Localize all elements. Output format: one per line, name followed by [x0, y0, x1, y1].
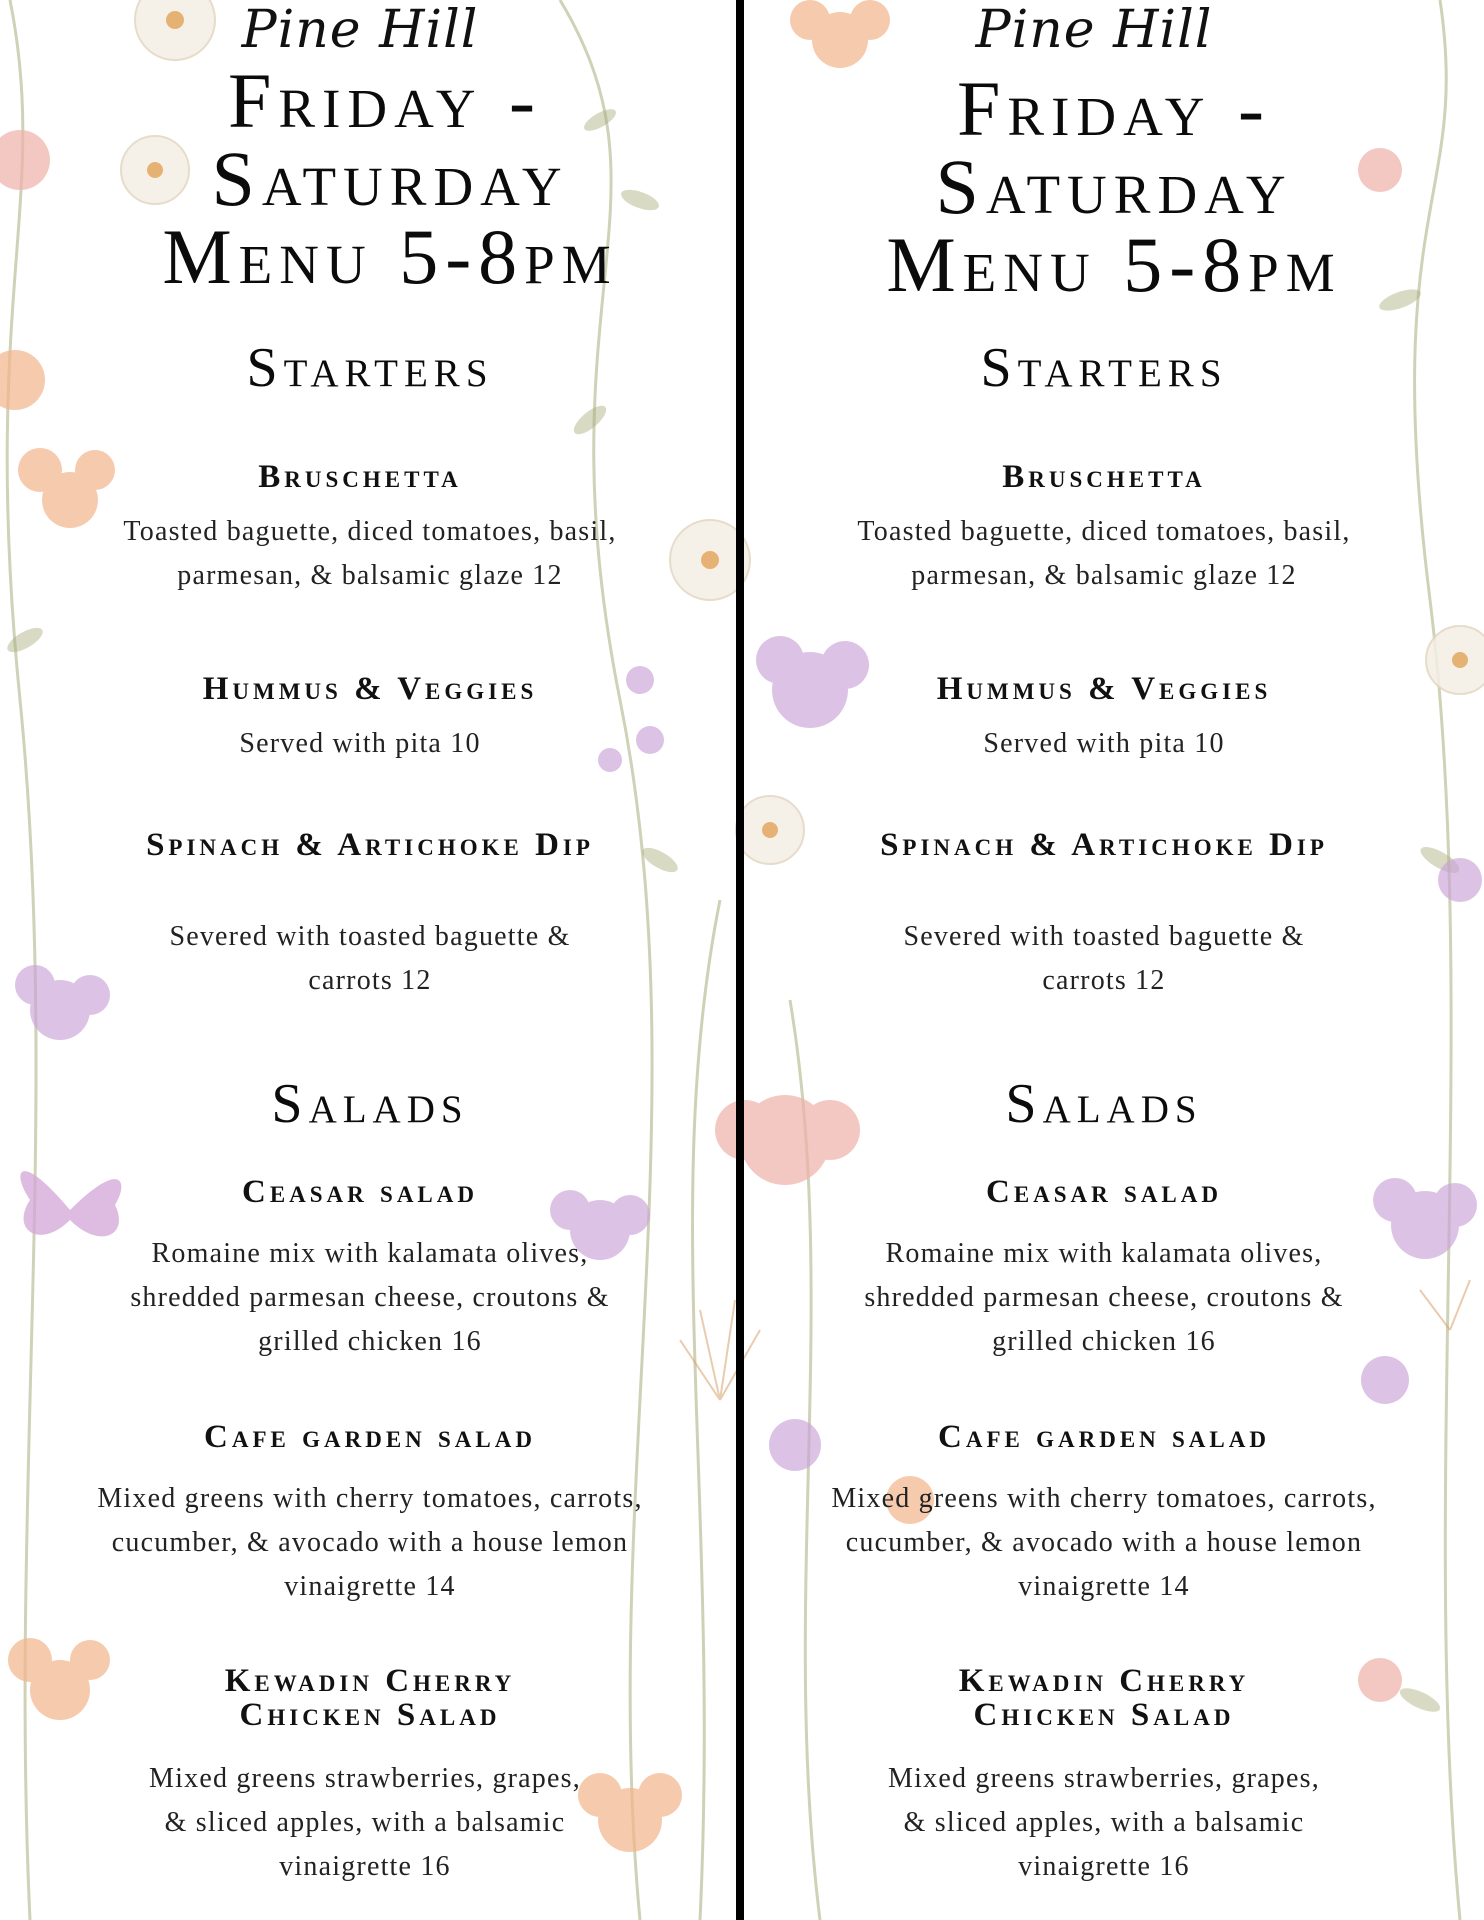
menu-title-line: Friday -	[957, 65, 1271, 152]
menu-item-name: Bruschetta	[1002, 459, 1206, 495]
menu-item-name: Hummus & Veggies	[936, 671, 1272, 707]
menu-item-description: Romaine mix with kalamata olives, shredded parmesan cheese, croutons & grilled chicken 16	[864, 1238, 1344, 1357]
menu-item-description: Romaine mix with kalamata olives, shredded parmesan cheese, croutons & grilled chicken 16	[130, 1238, 610, 1357]
section-title-salads: Salads	[1005, 1073, 1203, 1135]
menu-title-line: Menu 5-8pm	[162, 213, 618, 300]
menu-item-name: Kewadin Cherry Chicken Salad	[958, 1663, 1250, 1733]
menu-item-name: Cafe garden salad	[204, 1419, 536, 1455]
menu-item-name: Spinach & Artichoke Dip	[146, 827, 594, 863]
menu-item-name: Cafe garden salad	[938, 1419, 1270, 1455]
menu-item-description: Mixed greens strawberries, grapes, & sliced apples, with a balsamic vinaigrette 16	[149, 1763, 581, 1882]
menu-item-description: Served with pita 10	[239, 728, 481, 759]
menu-item-description: Toasted baguette, diced tomatoes, basil, parmesan, & balsamic glaze 12	[123, 516, 617, 591]
menu-title-line: Friday -	[228, 57, 542, 144]
section-title-starters: Starters	[980, 337, 1228, 399]
brand-logo: Pine Hill	[241, 0, 479, 60]
menu-item-description: Mixed greens with cherry tomatoes, carrots, cucumber, & avocado with a house lemon vinaigrette 14	[831, 1483, 1377, 1602]
menu-item-name: Ceasar salad	[241, 1174, 478, 1210]
menu-item-description: Severed with toasted baguette & carrots 12	[903, 921, 1305, 996]
menu-item-description: Served with pita 10	[983, 728, 1225, 759]
menu-title	[20, 57, 760, 300]
menu-title-line: Saturday	[211, 135, 569, 222]
menu-item-description: Mixed greens with cherry tomatoes, carrots, cucumber, & avocado with a house lemon vinaigrette 14	[97, 1483, 643, 1602]
menu-item-description: Mixed greens strawberries, grapes, & sliced apples, with a balsamic vinaigrette 16	[888, 1763, 1320, 1882]
menu-item-description: Toasted baguette, diced tomatoes, basil, parmesan, & balsamic glaze 12	[857, 516, 1351, 591]
menu-panel-left	[0, 0, 740, 1920]
brand-logo: Pine Hill	[975, 0, 1213, 60]
menu-title	[744, 65, 1484, 308]
menu-item-name: Spinach & Artichoke Dip	[880, 827, 1328, 863]
menu-title-line: Saturday	[935, 143, 1293, 230]
menu-panel-right	[744, 0, 1484, 1920]
section-title-starters: Starters	[246, 337, 494, 399]
menu-item-description: Severed with toasted baguette & carrots 12	[169, 921, 571, 996]
menu-item-name: Hummus & Veggies	[202, 671, 538, 707]
menu-item-name: Bruschetta	[258, 459, 462, 495]
menu-title-line: Menu 5-8pm	[886, 221, 1342, 308]
section-title-salads: Salads	[271, 1073, 469, 1135]
menu-item-name: Kewadin Cherry Chicken Salad	[224, 1663, 516, 1733]
menu-item-name: Ceasar salad	[985, 1174, 1222, 1210]
